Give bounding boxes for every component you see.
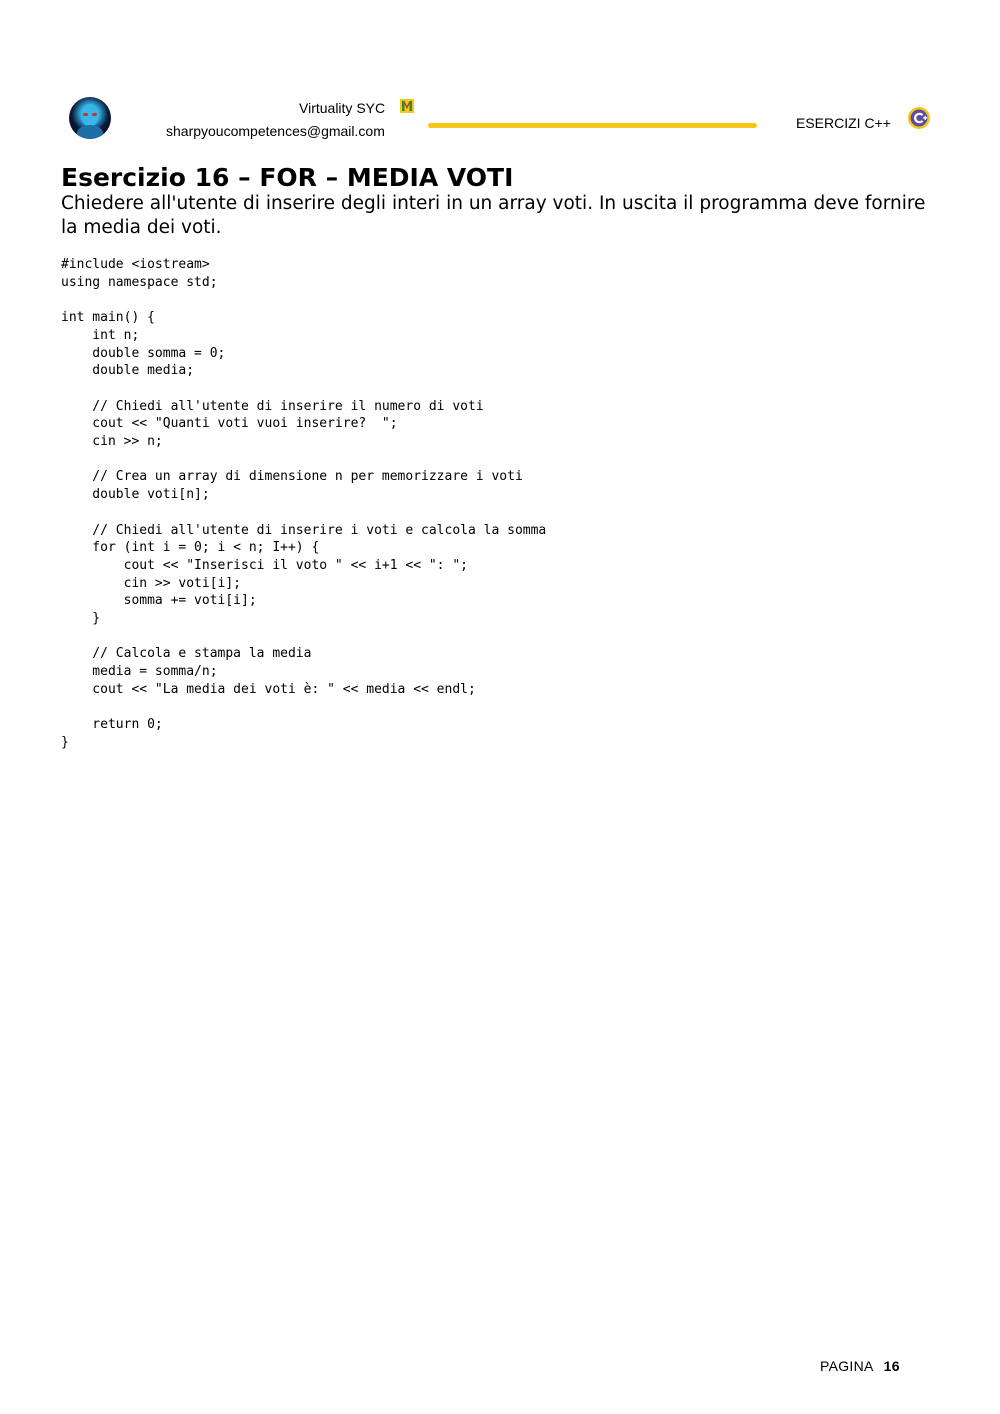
header-divider — [428, 123, 757, 128]
section-label: ESERCIZI C++ — [796, 115, 891, 131]
virtuality-logo-icon — [399, 98, 415, 114]
exercise-title: Esercizio 16 – FOR – MEDIA VOTI — [61, 163, 514, 192]
contact-email: sharpyoucompetences@gmail.com — [166, 123, 385, 139]
page-number: 16 — [883, 1358, 900, 1374]
code-listing: #include <iostream> using namespace std; int main() { int n; double somma = 0; double media; // Chiedi all'utente di inserire il numero di voti cout << "Quanti voti vuoi inserire? "; cin >> n; // Crea un array di dimensione n per memorizzare i voti double voti[n]; // Chiedi all'utente di inserire i voti e calcola la somma for (int i = 0; i < n; I++) { cout << "Inserisci il voto " << i+1 << ": "; cin >> voti[i]; somma += voti[i]; } // Calcola e stampa la media media = somma/n; cout << "La media dei voti è: " << media << endl; return 0; } — [61, 257, 547, 750]
page-label: PAGINA — [820, 1358, 874, 1374]
avatar-icon — [69, 97, 111, 139]
page-footer — [820, 1357, 900, 1375]
exercise-description: Chiedere all'utente di inserire degli interi in un array voti. In uscita il programma deve fornire la media dei voti. — [61, 193, 926, 238]
brand-name: Virtuality SYC — [299, 100, 386, 116]
cpp-logo-icon — [907, 106, 931, 130]
